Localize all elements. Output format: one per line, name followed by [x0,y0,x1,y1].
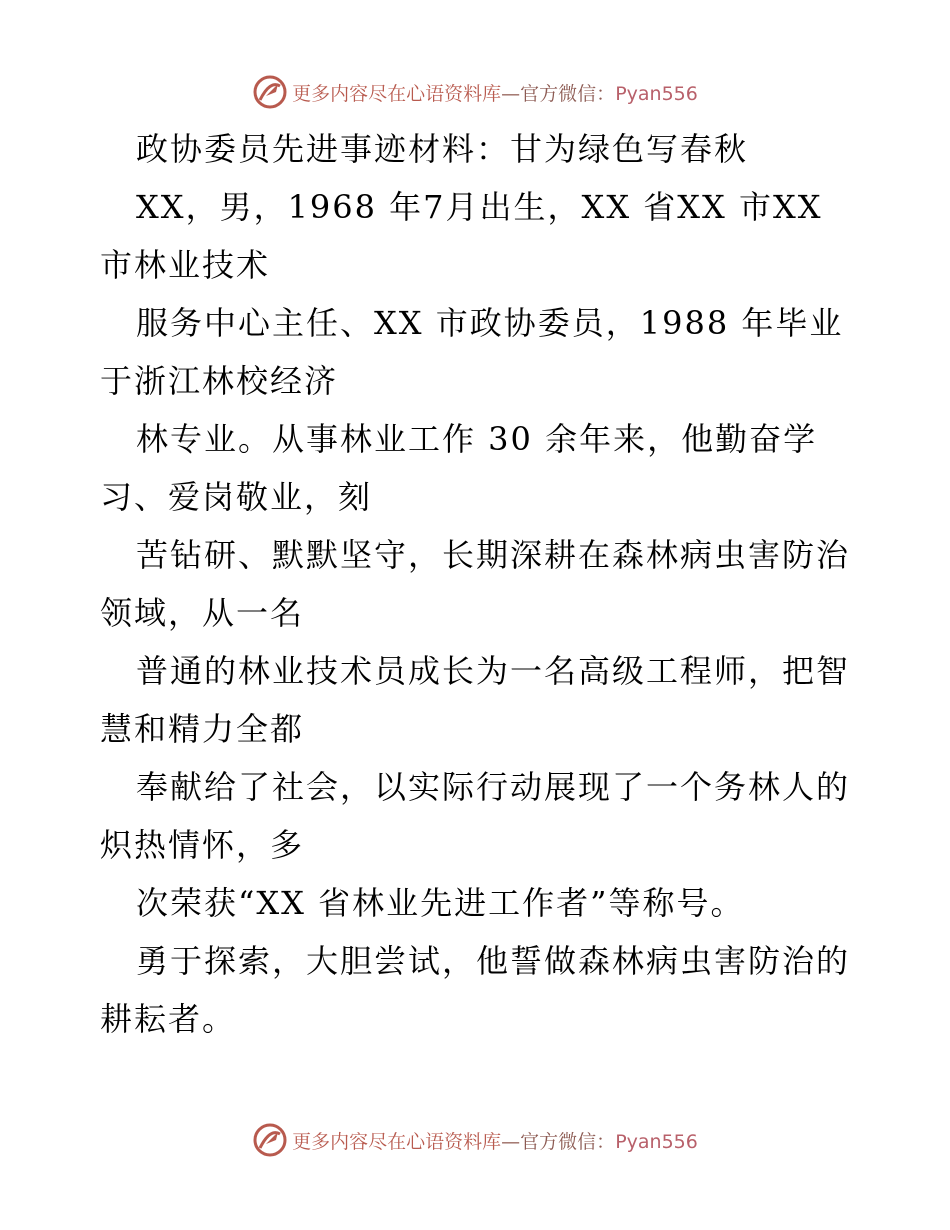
banner-dash: — [501,1130,521,1153]
library-logo-icon [252,74,288,110]
document-title: 政协委员先进事迹材料：甘为绿色写春秋 [136,130,749,168]
paragraph: 勇于探索，大胆尝试，他誓做森林病虫害防治的耕耘者。 [100,942,851,1038]
paragraph: 次荣获“XX 省林业先进工作者”等称号。 [136,884,745,922]
paragraph: 苦钻研、默默坚守，长期深耕在森林病虫害防治领域，从一名 [100,536,851,632]
official-wechat-label: 官方微信： [520,1130,616,1153]
header-banner [0,72,950,112]
paragraph: 普通的林业技术员成长为一名高级工程师，把智慧和精力全都 [100,652,851,748]
footer-banner [0,1120,950,1160]
paragraph: 服务中心主任、XX 市政协委员，1988 年毕业于浙江林校经济 [100,304,844,400]
paragraph: XX，男，1968 年7月出生，XX 省XX 市XX 市林业技术 [100,188,823,284]
paragraph: 奉献给了社会，以实际行动展现了一个务林人的炽热情怀，多 [100,768,851,864]
library-name: 更多内容尽在心语资料库 [292,1130,502,1153]
library-logo-icon [252,1122,288,1158]
library-name: 更多内容尽在心语资料库 [292,82,502,105]
document-body [100,120,860,1048]
official-wechat-label: 官方微信： [520,82,616,105]
paragraph: 林专业。从事林业工作 30 余年来，他勤奋学习、爱岗敬业，刻 [100,420,818,516]
wechat-id: Pyan556 [615,82,698,105]
wechat-id: Pyan556 [615,1130,698,1153]
banner-text [292,1127,698,1154]
banner-dash: — [501,82,521,105]
banner-text [292,79,698,106]
